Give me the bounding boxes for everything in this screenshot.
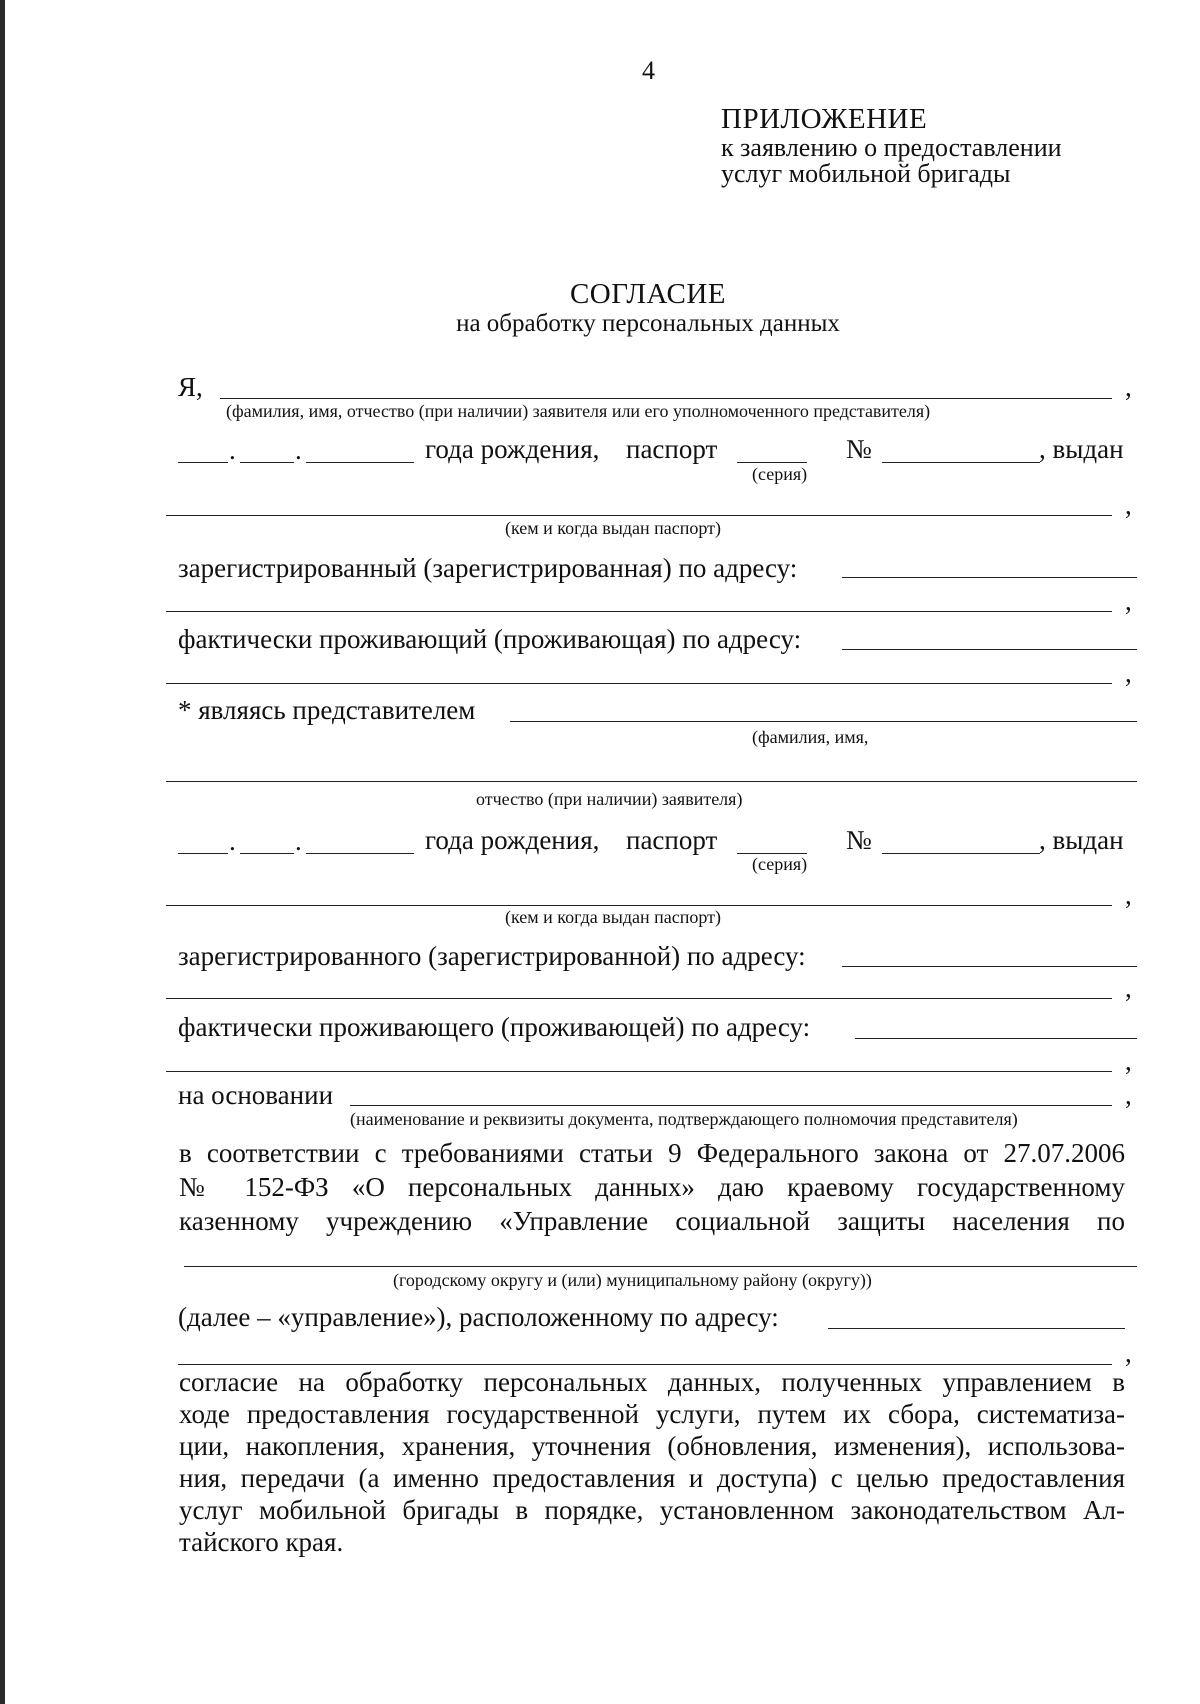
rep-actual-address-field-2[interactable] <box>166 1071 1112 1072</box>
comma: , <box>1125 973 1132 1003</box>
actual-address-label: фактически проживающий (проживающая) по адресу: <box>178 624 802 654</box>
rep-birth-label: года рождения, <box>425 825 600 855</box>
rep-number-sign: № <box>846 825 872 855</box>
issued-by-caption: (кем и когда выдан паспорт) <box>505 518 722 538</box>
birth-day-field[interactable] <box>178 462 228 463</box>
representative-name-field[interactable] <box>510 721 1137 722</box>
basis-caption: (наименование и реквизиты документа, подтверждающего полномочия представителя) <box>350 1109 1018 1129</box>
rep-series-caption: (серия) <box>752 854 808 874</box>
rep-issued-by-field[interactable] <box>166 905 1112 906</box>
passport-series-field[interactable] <box>737 462 807 463</box>
rep-passport-number-field[interactable] <box>882 853 1040 854</box>
appendix-line-1: к заявлению о предоставлении <box>721 133 1062 162</box>
law-line-3: казенному учреждению «Управление социальной защиты населения по <box>179 1206 1125 1236</box>
district-caption: (городскому округу и (или) муниципальному району (округу)) <box>393 1270 872 1290</box>
comma: , <box>1125 586 1132 616</box>
actual-address-field[interactable] <box>842 649 1137 650</box>
administration-label: (далее – «управление»), расположенному по адресу: <box>178 1302 779 1332</box>
comma: , <box>1125 1046 1132 1076</box>
rep-actual-address-label: фактически проживающего (проживающей) по адресу: <box>178 1012 811 1042</box>
representative-label: * являясь представителем <box>178 695 476 725</box>
representative-caption-2: отчество (при наличии) заявителя) <box>476 789 743 809</box>
passport-number-field[interactable] <box>882 462 1040 463</box>
appendix-line-2: услуг мобильной бригады <box>721 159 1011 188</box>
issued-label: , выдан <box>1039 434 1124 464</box>
rep-issued-by-caption: (кем и когда выдан паспорт) <box>505 907 722 927</box>
passport-label: паспорт <box>626 434 718 464</box>
consent-line-6: тайского края. <box>179 1527 344 1557</box>
birth-label: года рождения, <box>425 434 600 464</box>
ya-label: Я, <box>178 372 203 402</box>
consent-line-4: ния, передачи (а именно предоставления и доступа) с целью предоставления <box>179 1463 1125 1493</box>
registered-address-field[interactable] <box>842 577 1137 578</box>
rep-birth-month-field[interactable] <box>240 853 294 854</box>
consent-line-5: услуг мобильной бригады в порядке, установленном законодательством Ал- <box>179 1495 1125 1525</box>
comma: , <box>1125 880 1132 910</box>
consent-line-2: ходе предоставления государственной услуги, путем их сбора, систематиза- <box>179 1399 1125 1429</box>
consent-line-3: ции, накопления, хранения, уточнения (обновления, изменения), использова- <box>179 1431 1125 1461</box>
rep-actual-address-field[interactable] <box>855 1038 1137 1039</box>
rep-passport-label: паспорт <box>626 825 718 855</box>
registered-label: зарегистрированный (зарегистрированная) по адресу: <box>178 553 798 583</box>
rep-registered-address-field-2[interactable] <box>166 998 1112 999</box>
comma: , <box>1125 1080 1132 1110</box>
district-field[interactable] <box>184 1266 1137 1267</box>
comma: , <box>1125 1338 1132 1368</box>
scan-edge <box>0 0 5 1704</box>
rep-issued-label: , выдан <box>1039 825 1124 855</box>
date-dot: . <box>229 826 236 856</box>
rep-birth-year-field[interactable] <box>306 853 414 854</box>
representative-name-field-2[interactable] <box>166 781 1137 782</box>
date-dot: . <box>295 435 302 465</box>
administration-address-field[interactable] <box>828 1328 1125 1329</box>
actual-address-field-2[interactable] <box>166 683 1112 684</box>
law-line-1: в соответствии с требованиями статьи 9 Федерального закона от 27.07.2006 <box>179 1138 1125 1168</box>
comma: , <box>1125 372 1132 402</box>
page-number: 4 <box>642 56 655 85</box>
series-caption: (серия) <box>752 464 808 484</box>
law-line-2: № 152-ФЗ «О персональных данных» даю краевому государственному <box>179 1172 1125 1202</box>
rep-registered-label: зарегистрированного (зарегистрированной) по адресу: <box>178 941 806 971</box>
date-dot: . <box>229 435 236 465</box>
appendix-title: ПРИЛОЖЕНИЕ <box>721 103 928 135</box>
birth-month-field[interactable] <box>240 462 294 463</box>
issued-by-field[interactable] <box>166 515 1112 516</box>
fio-caption: (фамилия, имя, отчество (при наличии) заявителя или его уполномоченного представителя) <box>226 401 931 421</box>
consent-line-1: согласие на обработку персональных данных, полученных управлением в <box>179 1367 1125 1397</box>
comma: , <box>1125 658 1132 688</box>
fio-field[interactable] <box>220 398 1112 399</box>
birth-year-field[interactable] <box>306 462 414 463</box>
representative-caption-1: (фамилия, имя, <box>752 727 869 747</box>
number-sign: № <box>846 434 872 464</box>
basis-document-field[interactable] <box>350 1105 1112 1106</box>
document-subtitle: на обработку персональных данных <box>456 310 840 337</box>
administration-address-field-2[interactable] <box>178 1364 1112 1365</box>
comma: , <box>1125 490 1132 520</box>
basis-label: на основании <box>178 1080 334 1110</box>
date-dot: . <box>295 826 302 856</box>
rep-birth-day-field[interactable] <box>178 853 228 854</box>
registered-address-field-2[interactable] <box>166 611 1112 612</box>
rep-registered-address-field[interactable] <box>842 966 1137 967</box>
document-title: СОГЛАСИЕ <box>569 278 727 310</box>
